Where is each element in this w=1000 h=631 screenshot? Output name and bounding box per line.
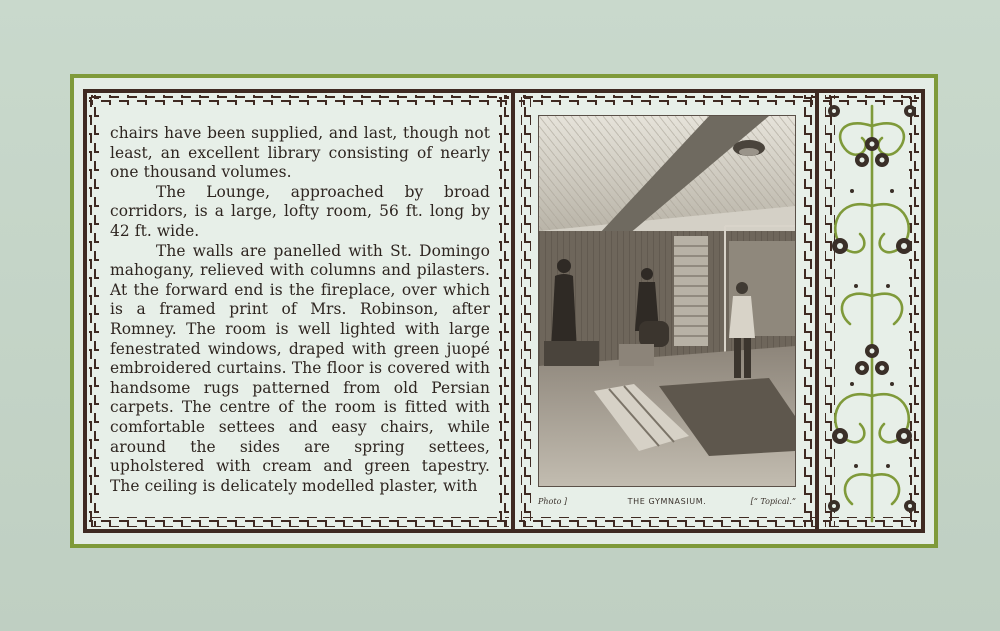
art-nouveau-floral-ornament <box>822 96 922 526</box>
caption-photo-credit-label: Photo ] <box>538 497 568 506</box>
caption-title: THE GYMNASIUM. <box>627 497 707 506</box>
paragraph-lounge: The Lounge, approached by broad corridors, is a large, lofty room, 56 ft. long by 42 ft. wide. <box>110 182 490 240</box>
gymnasium-photograph <box>538 115 796 487</box>
paragraph-library: chairs have been supplied, and last, though not least, an excellent library consisting of nearly one thousand volumes. <box>110 124 490 182</box>
photo-caption <box>538 497 796 511</box>
caption-photo-agency: [“ Topical.” <box>750 497 796 506</box>
paragraph-walls: The walls are panelled with St. Domingo mahogany, relieved with columns and pilasters. At the forward end is the fireplace, over which is a framed print of Mrs. Robinson, after Romney. The room is well lighted with large fenestrated windows, draped with green juopé embroidered curtains. The floor is covered with handsome rugs patterned from old Persian carpets. The centre of the room is fitted with comfortable settees and easy chairs, while around the sides are spring settees, upholstered with cream and green tapestry. The ceiling is delicately modelled plaster, with <box>110 241 490 495</box>
body-text-column <box>110 124 490 496</box>
column-divider-left <box>511 93 515 529</box>
column-divider-right <box>815 93 819 529</box>
